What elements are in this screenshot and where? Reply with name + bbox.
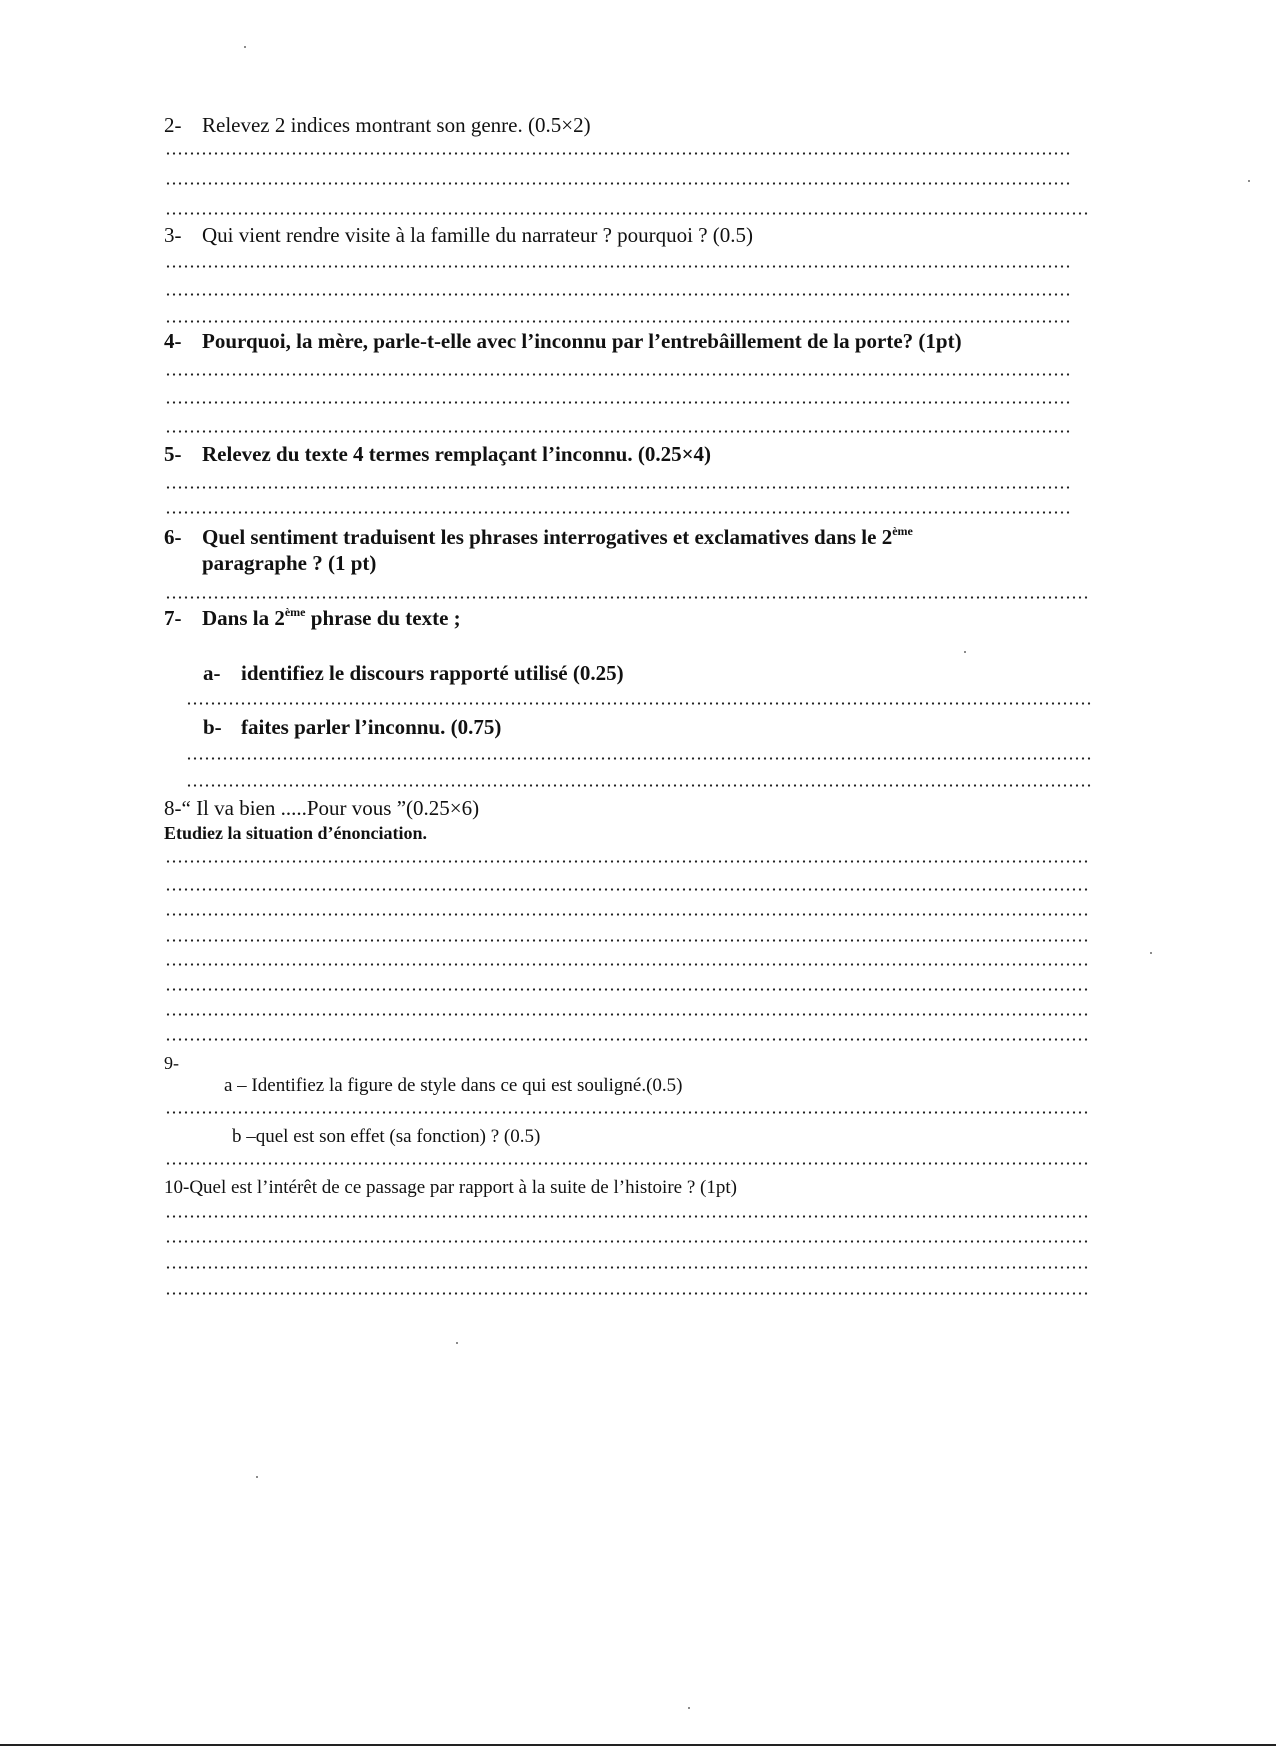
question-text: identifiez le discours rapporté utilisé (0.25) [241,661,624,685]
question-number: 7- [164,606,182,630]
question-text: faites parler l’inconnu. (0.75) [241,715,502,739]
answer-line [165,430,1070,433]
answer-line [165,401,1070,404]
sub-question-label: a- [203,661,221,685]
answer-line [165,1240,1090,1243]
scan-speck [244,46,246,48]
bottom-rule [0,1744,1276,1746]
question-number: 2- [164,113,182,137]
answer-line [165,888,1090,891]
answer-line [165,212,1090,215]
scan-speck [1150,952,1152,954]
question-number: 9- [164,1053,179,1073]
question-7b [203,714,501,740]
question-10 [164,1175,737,1201]
answer-line [165,963,1090,966]
answer-line [165,1266,1090,1269]
answer-line [165,511,1070,514]
superscript: ème [284,605,306,619]
question-number: 3- [164,223,182,247]
question-text: Pourquoi, la mère, parle-t-elle avec l’inconnu par l’entrebâillement de la porte? (1pt) [202,329,962,353]
question-text: a – Identifiez la figure de style dans ce qui est souligné.(0.5) [224,1075,683,1096]
answer-line [165,988,1090,991]
scan-speck [456,1342,458,1344]
question-number: 6- [164,525,182,549]
answer-line [165,293,1070,296]
scan-speck [256,1476,258,1478]
superscript: ème [892,524,913,538]
answer-line [165,486,1070,489]
answer-line [165,265,1070,268]
question-8-instruction [164,820,427,846]
question-8 [164,795,479,821]
answer-line [165,182,1070,185]
question-text: Relevez du texte 4 termes remplaçant l’inconnu. (0.25×4) [202,442,712,466]
question-text: Quel sentiment traduisent les phrases interrogatives et exclamatives dans le 2 [202,525,893,549]
question-text: Dans la 2 [202,606,285,630]
question-text: b –quel est son effet (sa fonction) ? (0.5) [232,1126,541,1147]
answer-line [165,320,1070,323]
question-9 [164,1050,179,1076]
question-6-continuation [202,550,376,576]
question-text: 10-Quel est l’intérêt de ce passage par rapport à la suite de l’histoire ? (1pt) [164,1177,737,1198]
question-text: Qui vient rendre visite à la famille du narrateur ? pourquoi ? (0.5) [202,223,754,247]
answer-line [165,1215,1090,1218]
scan-speck [688,1707,690,1709]
question-4 [164,328,962,354]
answer-line [186,702,1091,705]
question-7 [164,605,461,631]
answer-line [165,1162,1090,1165]
answer-line [165,1038,1090,1041]
scan-speck [964,651,966,653]
scan-speck [1248,180,1250,182]
answer-line [186,784,1091,787]
answer-line [165,1292,1090,1295]
question-9b [232,1124,540,1150]
answer-line [165,913,1090,916]
question-number: 4- [164,329,182,353]
answer-line [165,939,1090,942]
question-text: Relevez 2 indices montrant son genre. (0.5×2) [202,113,591,137]
question-2 [164,112,591,138]
answer-line [165,1111,1090,1114]
question-9a [224,1073,683,1099]
answer-line [186,757,1091,760]
question-5 [164,441,711,467]
answer-line [165,596,1090,599]
question-text: Etudiez la situation d’énonciation. [164,823,428,843]
question-6 [164,524,913,550]
answer-line [165,1013,1090,1016]
question-text: phrase du texte ; [305,606,461,630]
question-7a [203,660,624,686]
question-number: 5- [164,442,182,466]
sub-question-label: b- [203,715,222,739]
answer-line [165,373,1070,376]
question-text: 8-“ Il va bien .....Pour vous ”(0.25×6) [164,796,480,820]
answer-line [165,860,1090,863]
question-text: paragraphe ? (1 pt) [202,551,377,575]
answer-line [165,152,1070,155]
question-3 [164,222,753,248]
